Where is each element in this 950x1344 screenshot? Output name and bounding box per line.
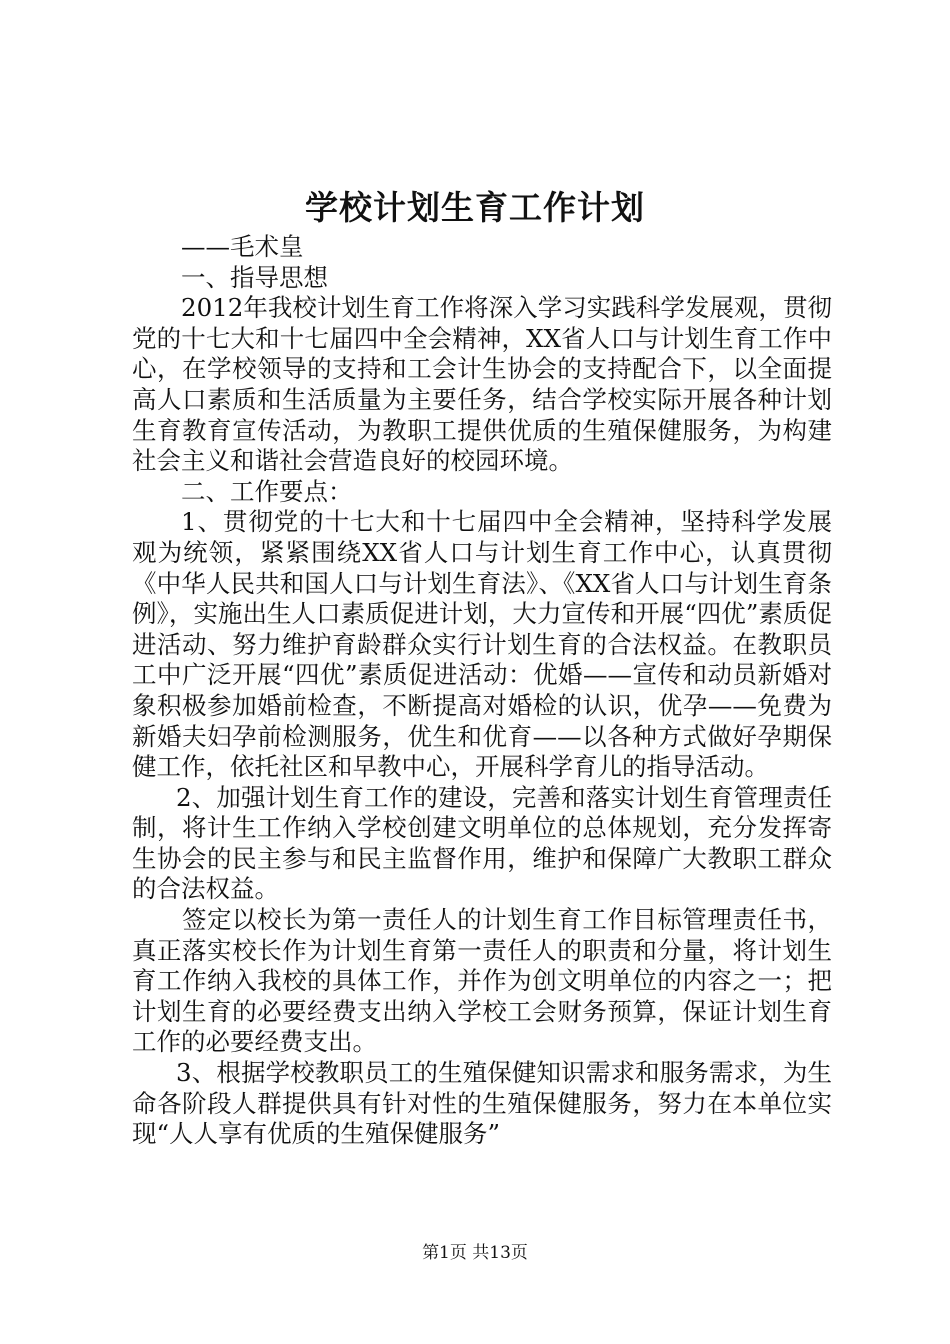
section-heading-work-points: 二、工作要点： bbox=[181, 476, 353, 506]
page-footer: 第1页 共13页 bbox=[422, 1243, 528, 1263]
document-body bbox=[132, 232, 832, 1150]
paragraph-point-3: 3、根据学校教职员工的生殖保健知识需求和服务需求，为生命各阶段人群提供具有针对性的生殖保健服务，努力在本单位实现“人人享有优质的生殖保健服务” bbox=[132, 1058, 832, 1149]
paragraph-guiding-thought: 2012年我校计划生育工作将深入学习实践科学发展观，贯彻党的十七大和十七届四中全会精神，XX省人口与计划生育工作中心，在学校领导的支持和工会计生协会的支持配合下，以全面提高人口素质和生活质量为主要任务，结合学校实际开展各种计划生育教育宣传活动，为教职工提供优质的生殖保健服务，为构建社会主义和谐社会营造良好的校园环境。 bbox=[132, 293, 832, 476]
paragraph-point-2: 2、加强计划生育工作的建设，完善和落实计划生育管理责任制，将计生工作纳入学校创建文明单位的总体规划，充分发挥寄生协会的民主参与和民主监督作用，维护和保障广大教职工群众的合法权益。 bbox=[132, 782, 832, 904]
paragraph-point-1: 1、贯彻党的十七大和十七届四中全会精神，坚持科学发展观为统领，紧紧围绕XX省人口与计划生育工作中心，认真贯彻《中华人民共和国人口与计划生育法》、《XX省人口与计划生育条例》，实施出生人口素质促进计划，大力宣传和开展“四优”素质促进活动、努力维护育龄群众实行计划生育的合法权益。在教职员工中广泛开展“四优”素质促进活动：优婚——宣传和动员新婚对象积极参加婚前检查，不断提高对婚检的认识，优孕——免费为新婚夫妇孕前检测服务，优生和优育——以各种方式做好孕期保健工作，依托社区和早教中心，开展科学育儿的指导活动。 bbox=[132, 507, 832, 782]
section-heading-guiding-thought: 一、指导思想 bbox=[181, 262, 328, 292]
document-title: 学校计划生育工作计划 bbox=[305, 188, 645, 227]
paragraph-point-2-detail: 签定以校长为第一责任人的计划生育工作目标管理责任书，真正落实校长作为计划生育第一责任人的职责和分量，将计划生育工作纳入我校的具体工作，并作为创文明单位的内容之一；把计划生育的必要经费支出纳入学校工会财务预算，保证计划生育工作的必要经费支出。 bbox=[132, 905, 832, 1057]
author-line: ——毛术皇 bbox=[181, 232, 304, 261]
